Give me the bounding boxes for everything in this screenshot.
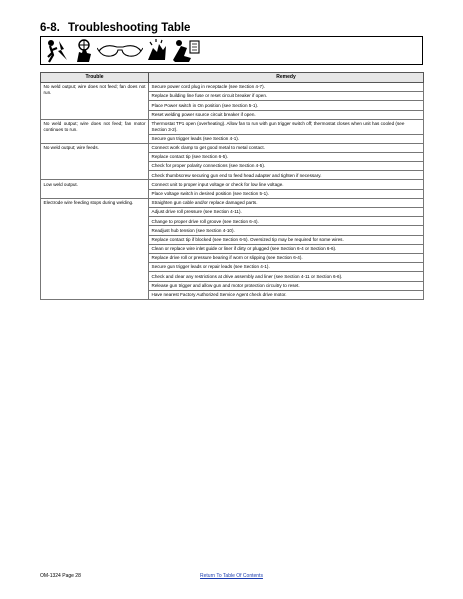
remedy-cell: Clean or replace wire inlet guide or liner if dirty or plugged (see Section 6-4 or Section 6-6). [149,244,424,253]
remedy-cell: Have nearest Factory Authorized Service Agent check drive motor. [149,290,424,299]
table-row [41,198,424,207]
remedy-cell: Release gun trigger and allow gun and motor protection circuitry to reset. [149,281,424,290]
table-header-row [41,73,424,83]
page-number: OM-1324 Page 28 [40,573,81,579]
section-heading [40,22,190,34]
return-to-toc-link[interactable]: Return To Table Of Contents [200,573,263,579]
remedy-cell: Place Power switch in On position (see Section 5-1). [149,101,424,110]
header-trouble: Trouble [41,73,149,83]
remedy-cell: Straighten gun cable and/or replace damaged parts. [149,198,424,207]
remedy-cell: Change to proper drive roll groove (see Section 6-4). [149,217,424,226]
header-remedy: Remedy [149,73,424,83]
remedy-cell: Reset welding power source circuit breaker if open. [149,110,424,119]
remedy-cell: Check and clear any restrictions at drive assembly and liner (see Section 4-11 or Section 6-6). [149,272,424,281]
table-body [41,83,424,300]
remedy-cell: Readjust hub tension (see Section 4-10). [149,226,424,235]
hot-parts-hazard-icon [145,38,169,63]
remedy-cell: Thermostat TP1 open (overheating). Allow fan to run with gun trigger switch off; thermostat closes when unit has cooled (see Section 3-2). [149,119,424,134]
section-number: 6-8. [40,22,60,34]
remedy-cell: Replace building line fuse or reset circuit breaker if open. [149,92,424,101]
moving-parts-hazard-icon [73,38,95,63]
section-title: Troubleshooting Table [68,22,191,34]
wear-safety-glasses-icon [97,38,143,63]
remedy-cell: Replace drive roll or pressure bearing if worn or slipping (see Section 6-4). [149,253,424,262]
trouble-cell: No weld output; wire does not feed; fan does not run. [41,83,149,120]
remedy-cell: Secure gun trigger leads (see Section 4-1). [149,134,424,143]
remedy-cell: Replace contact tip (see Section 6-5). [149,152,424,161]
remedy-cell: Check for proper polarity connections (see Section 4-5). [149,162,424,171]
table-row [41,180,424,189]
table-row [41,83,424,92]
trouble-cell: No weld output; wire feeds. [41,143,149,180]
remedy-cell: Connect unit to proper input voltage or check for low line voltage. [149,180,424,189]
troubleshooting-table [40,72,424,300]
remedy-cell: Connect work clamp to get good metal to metal contact. [149,143,424,152]
trouble-cell: Low weld output. [41,180,149,198]
remedy-cell: Secure power cord plug in receptacle (see Section 4-7). [149,83,424,92]
read-manual-icon [171,38,201,63]
hazard-symbols-bar [40,36,423,65]
trouble-cell: Electrode wire feeding stops during welding. [41,198,149,299]
remedy-cell: Secure gun trigger leads or repair leads (see Section 4-1). [149,263,424,272]
electric-shock-hazard-icon [45,38,71,63]
remedy-cell: Adjust drive roll pressure (see Section 4-11). [149,208,424,217]
remedy-cell: Replace contact tip if blocked (see Section 6-5). Oversized tip may be required for some wires. [149,235,424,244]
remedy-cell: Check thumbscrew securing gun end to feed head adapter and tighten if necessary. [149,171,424,180]
table-row [41,119,424,134]
trouble-cell: No weld output; wire does not feed; fan motor continues to run. [41,119,149,143]
remedy-cell: Place voltage switch in desired position (see Section 5-1). [149,189,424,198]
table-row [41,143,424,152]
